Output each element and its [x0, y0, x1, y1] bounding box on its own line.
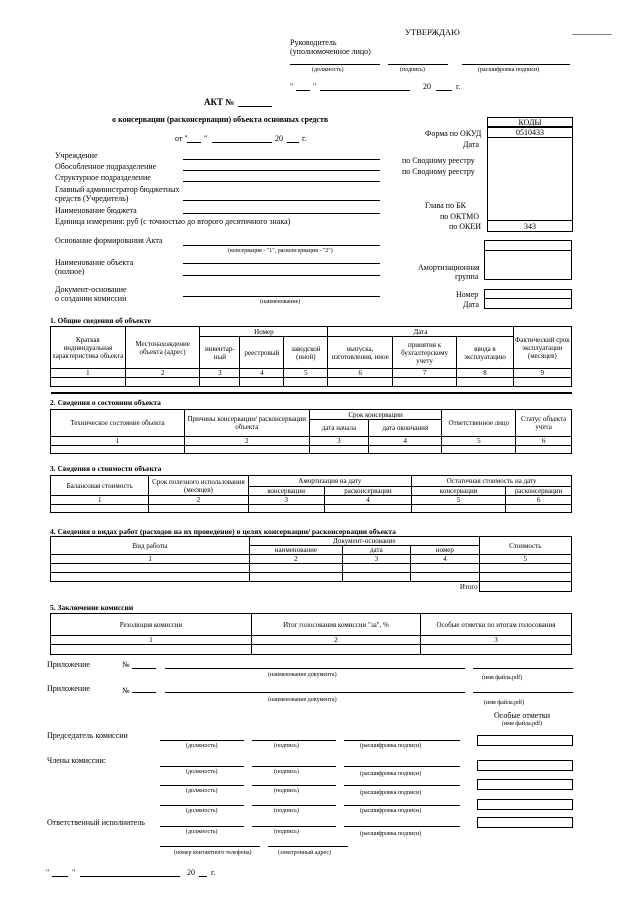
chair-cap-decode: (расшифровка подписи): [360, 743, 422, 749]
data-cell[interactable]: [392, 378, 456, 387]
col-brief: Краткая индивидуальная характеристика объекта: [51, 327, 126, 369]
act-title: АКТ №: [204, 97, 235, 107]
approve-date-open: ": [290, 82, 294, 91]
num-cell: 3: [200, 369, 240, 378]
executor-decode-line[interactable]: [344, 826, 460, 827]
data-cell[interactable]: [457, 378, 513, 387]
col-date: Дата: [328, 327, 513, 337]
section1-title: 1. Общие сведения об объекте: [50, 316, 151, 325]
object-label: Наименование объекта: [55, 258, 134, 267]
member2-box[interactable]: [477, 779, 573, 790]
col-amort: Амортизация на дату: [248, 476, 412, 487]
okei-label: по ОКЕИ: [449, 222, 482, 231]
col-name: наименование: [250, 546, 343, 555]
col-status: Статус объекта учета: [516, 410, 572, 437]
footer-date-open: ": [46, 868, 50, 877]
budget-label: Наименование бюджета: [55, 206, 137, 215]
section4-title: 4. Сведения о видах работ (расходов на их проведение) в целях консервации/ расконсервации объекта: [50, 527, 396, 536]
basis-line[interactable]: [183, 245, 380, 246]
num-cell: 2: [125, 369, 200, 378]
col-inv: инвентар-ный: [200, 337, 240, 369]
data-cell[interactable]: [250, 564, 343, 573]
approve-year-suffix: г.: [456, 82, 461, 91]
table-s4: [50, 536, 572, 592]
decode-line[interactable]: [462, 64, 570, 65]
col-cons2: консервации: [412, 487, 506, 496]
data-cell[interactable]: [250, 573, 343, 582]
num-cell: 4: [369, 437, 442, 446]
attach1-file-cap: (имя файла.pdf): [482, 675, 523, 681]
attach1-doc-line[interactable]: [165, 668, 465, 669]
col-date4: дата: [342, 546, 410, 555]
table-bottom: [51, 387, 572, 393]
data-cell[interactable]: [51, 378, 126, 387]
num-cell: 3: [248, 496, 324, 505]
num-cell: 3: [342, 555, 410, 564]
approve-title: УТВЕРЖДАЮ: [405, 27, 460, 37]
footer-year-suffix: г.: [211, 868, 216, 877]
member3-cap-position: (должность): [186, 808, 218, 814]
member2-cap-position: (должность): [186, 788, 218, 794]
basis-label: Основание формирования Акта: [55, 236, 163, 245]
col-recons2: расконсервации: [506, 487, 572, 496]
col-vote: Итог голосования комиссии "за", %: [252, 614, 421, 636]
data-cell[interactable]: [342, 564, 410, 573]
cap-signature: (подпись): [400, 67, 425, 73]
cap-decode: (расшифровка подписи): [478, 67, 540, 73]
num-cell: 3: [421, 636, 572, 645]
data-cell[interactable]: [421, 645, 572, 655]
institution-label: Учреждение: [55, 151, 98, 160]
member1-box[interactable]: [477, 760, 573, 771]
num-cell: 4: [324, 496, 411, 505]
col-resp: Ответственное лицо: [442, 410, 516, 437]
date-label2: Дата: [463, 300, 479, 309]
chair-decode-line[interactable]: [344, 740, 460, 741]
data-cell[interactable]: [252, 645, 421, 655]
num-cell: 6: [506, 496, 572, 505]
approve-day-line[interactable]: [296, 90, 310, 91]
data-cell[interactable]: [309, 446, 368, 454]
from-label: от ": [175, 134, 188, 143]
amort-label2: группа: [455, 272, 479, 281]
codes-header: [487, 117, 573, 127]
num-cell: 5: [412, 496, 506, 505]
data-cell[interactable]: [284, 378, 328, 387]
chair-label: Председатель комиссии: [47, 731, 128, 740]
table-s3: [50, 475, 572, 513]
data-cell[interactable]: [184, 446, 309, 454]
num-cell: 1: [51, 636, 252, 645]
from-month-line[interactable]: [212, 142, 272, 143]
num-cell: 5: [479, 555, 571, 564]
attach2-no: №: [122, 686, 130, 695]
col-start: дата начала: [309, 420, 368, 437]
email-line[interactable]: [268, 846, 348, 847]
member1-cap-position: (должность): [186, 769, 218, 775]
head-sublabel: (уполномоченное лицо): [290, 47, 371, 56]
attach2-file-line[interactable]: [473, 692, 573, 693]
footer-day-line[interactable]: [52, 876, 68, 877]
division-label: Обособленное подразделение: [55, 162, 157, 171]
basis-hint: (консервация - "1", расконсервация - "2"): [228, 248, 333, 254]
member3-decode-line[interactable]: [344, 805, 460, 806]
phone-cap: (номер контактного телефона): [174, 850, 252, 856]
num-cell: 1: [51, 369, 126, 378]
data-cell[interactable]: [51, 505, 149, 513]
data-cell[interactable]: [328, 378, 392, 387]
amort-label: Амортизационная: [418, 263, 480, 272]
total-cell[interactable]: [479, 582, 571, 592]
num-cell: 1: [51, 437, 185, 446]
section2-title: 2. Сведения о состоянии объекта: [50, 398, 161, 407]
num-cell: 1: [51, 555, 250, 564]
data-cell[interactable]: [479, 564, 571, 573]
col-number4: номер: [411, 546, 480, 555]
attach2-doc-line[interactable]: [165, 692, 465, 693]
signature-line[interactable]: [388, 64, 448, 65]
num-cell: 1: [51, 496, 149, 505]
amort-box[interactable]: [484, 240, 572, 280]
footer-year-line[interactable]: [199, 876, 207, 877]
from-year-line[interactable]: [287, 142, 299, 143]
member2-cap-decode: (расшифровка подписи): [360, 790, 422, 796]
member3-cap-decode: (расшифровка подписи): [360, 808, 422, 814]
attach1-label: Приложение: [47, 660, 90, 669]
okei-value: 343: [524, 222, 536, 231]
data-cell[interactable]: [240, 378, 284, 387]
num-cell: 6: [328, 369, 392, 378]
col-accept: принятия к бухгалтерскому учету: [392, 337, 456, 369]
gabs-line[interactable]: [183, 200, 380, 201]
data-cell[interactable]: [412, 505, 506, 513]
okud-label: Форма по ОКУД: [425, 129, 482, 138]
executor-cap-position: (должность): [186, 829, 218, 835]
footer-year: 20: [187, 868, 195, 877]
struct-line[interactable]: [183, 181, 380, 182]
from-day-line[interactable]: [187, 142, 201, 143]
col-period: Срок консервации: [309, 410, 442, 420]
executor-signature-line[interactable]: [252, 826, 336, 827]
data-cell[interactable]: [51, 645, 252, 655]
num-cell: 9: [513, 369, 571, 378]
member3-box[interactable]: [477, 799, 573, 810]
amort-divider: [484, 250, 572, 251]
footer-month-line[interactable]: [80, 876, 180, 877]
doc-hint: (наименование): [260, 299, 301, 305]
col-factory: заводской (иной): [284, 337, 328, 369]
col-balance: Балансовая стоимость: [51, 476, 149, 496]
col-commission: ввода в эксплуатацию: [457, 337, 513, 369]
special-notes-label: Особые отметки: [494, 711, 550, 720]
member3-signature-line[interactable]: [252, 805, 336, 806]
scan-mark: [572, 34, 612, 35]
col-reasons: Причины консервации/ расконсервации объекта: [184, 410, 309, 437]
member2-position-line[interactable]: [160, 785, 244, 786]
attach2-file-cap: (имя файла.pdf): [484, 700, 525, 706]
col-location: Местонахождение объекта (адрес): [125, 327, 200, 369]
codes-column: [487, 127, 573, 232]
data-cell[interactable]: [51, 573, 250, 582]
unit-label: Единица измерения: руб (с точностью до второго десятичного знака): [55, 217, 291, 226]
member1-cap-signature: (подпись): [274, 769, 299, 775]
oktmo-label: по ОКТМО: [440, 212, 480, 221]
budget-line[interactable]: [183, 213, 380, 214]
section3-title: 3. Сведения о стоимости объекта: [50, 464, 162, 473]
num-cell: 8: [457, 369, 513, 378]
data-cell[interactable]: [411, 564, 480, 573]
data-cell[interactable]: [516, 446, 572, 454]
data-cell[interactable]: [369, 446, 442, 454]
col-cost: Стоимость: [479, 537, 571, 555]
special-notes-file: (имя файла.pdf): [502, 721, 543, 727]
institution-line[interactable]: [183, 159, 380, 160]
num-cell: 2: [149, 496, 248, 505]
approve-year: 20: [423, 82, 431, 91]
svod2-label: по Сводному реестру: [402, 167, 475, 176]
member2-decode-line[interactable]: [344, 785, 460, 786]
member1-decode-line[interactable]: [344, 766, 460, 767]
okud-value: 0510433: [516, 128, 544, 137]
num-cell: 5: [284, 369, 328, 378]
doc-label2: о создании комиссии: [55, 294, 127, 303]
phone-line[interactable]: [160, 846, 260, 847]
svod1-label: по Сводному реестру: [402, 156, 475, 165]
member1-signature-line[interactable]: [252, 766, 336, 767]
col-life: Срок полезного использования (месяцев): [149, 476, 248, 496]
act-number-line[interactable]: [238, 106, 272, 107]
data-cell[interactable]: [324, 505, 411, 513]
attach2-no-line[interactable]: [132, 692, 156, 693]
executor-label: Ответственный исполнитель: [47, 818, 145, 827]
executor-position-line[interactable]: [160, 826, 244, 827]
table-s5: [50, 613, 572, 655]
col-resolution: Резолюция комиссии: [51, 614, 252, 636]
num-cell: 2: [184, 437, 309, 446]
division-line[interactable]: [183, 170, 380, 171]
email-cap: (электронный адрес): [278, 850, 332, 856]
num-cell: 2: [250, 555, 343, 564]
object-line2[interactable]: [183, 275, 380, 276]
member3-cap-signature: (подпись): [274, 808, 299, 814]
data-cell[interactable]: [125, 378, 200, 387]
from-year: 20: [275, 134, 283, 143]
col-end: дата окончания: [369, 420, 442, 437]
col-recons: расконсервации: [324, 487, 411, 496]
table-s2: [50, 409, 572, 454]
attach1-no: №: [122, 660, 130, 669]
col-residual: Остаточная стоимость на дату: [412, 476, 572, 487]
num-cell: 4: [240, 369, 284, 378]
chair-cap-position: (должность): [186, 743, 218, 749]
data-cell[interactable]: [248, 505, 324, 513]
doc-box-divider: [484, 298, 572, 299]
footer-date-close: ": [72, 868, 76, 877]
num-cell: 7: [392, 369, 456, 378]
col-number: Номер: [200, 327, 328, 337]
attach1-no-line[interactable]: [132, 668, 156, 669]
doc-line[interactable]: [183, 296, 380, 297]
col-tech: Техническое состояние объекта: [51, 410, 185, 437]
approve-year-line[interactable]: [436, 90, 452, 91]
gabs-label2: средств (Учредитель): [55, 194, 129, 203]
bk-label: Глава по БК: [425, 201, 466, 210]
head-label: Руководитель: [290, 38, 337, 47]
col-reg: реестровый: [240, 337, 284, 369]
executor-cap-signature: (подпись): [274, 829, 299, 835]
table-s1: [50, 326, 572, 394]
member2-signature-line[interactable]: [252, 785, 336, 786]
col-release: выпуска, изготовления, иное: [328, 337, 392, 369]
chair-box[interactable]: [477, 735, 573, 746]
codes-header-text: КОДЫ: [518, 118, 542, 127]
member3-position-line[interactable]: [160, 805, 244, 806]
object-label2: (полное): [55, 267, 85, 276]
members-label: Члены комиссии:: [47, 756, 106, 765]
data-cell[interactable]: [506, 505, 572, 513]
attach1-doc-cap: (наименование документа): [268, 672, 337, 678]
attach2-label: Приложение: [47, 684, 90, 693]
from-close: ": [204, 134, 208, 143]
attach2-doc-cap: (наименование документа): [268, 697, 337, 703]
member1-cap-decode: (расшифровка подписи): [360, 771, 422, 777]
member2-cap-signature: (подпись): [274, 788, 299, 794]
data-cell[interactable]: [342, 573, 410, 582]
executor-cap-decode: (расшифровка подписи): [360, 831, 422, 837]
col-notes: Особые отметки по итогам голосования: [421, 614, 572, 636]
doc-label: Документ-основание: [55, 285, 127, 294]
total-label: Итого: [51, 582, 480, 592]
data-cell[interactable]: [479, 573, 571, 582]
from-year-suffix: г.: [302, 134, 307, 143]
col-kind: Вид работы: [51, 537, 250, 555]
num-cell: 5: [442, 437, 516, 446]
approve-month-line[interactable]: [320, 90, 410, 91]
attach1-file-line[interactable]: [473, 668, 573, 669]
struct-label: Структурное подразделение: [55, 173, 151, 182]
position-line[interactable]: [290, 64, 380, 65]
date-label: Дата: [463, 140, 479, 149]
section5-title: 5. Заключение комиссии: [50, 603, 134, 612]
data-cell[interactable]: [51, 564, 250, 573]
doc-box[interactable]: [484, 289, 572, 309]
col-actual: Фактический срок эксплуатации (месяцев): [513, 327, 571, 369]
approve-date-close: ": [313, 82, 317, 91]
data-cell[interactable]: [513, 378, 571, 387]
num-cell: 4: [411, 555, 480, 564]
data-cell[interactable]: [149, 505, 248, 513]
data-cell[interactable]: [411, 573, 480, 582]
col-cons: консервации: [248, 487, 324, 496]
chair-position-line[interactable]: [160, 740, 244, 741]
cap-position: (должность): [312, 67, 344, 73]
data-cell[interactable]: [200, 378, 240, 387]
data-cell[interactable]: [51, 446, 185, 454]
num-cell: 2: [252, 636, 421, 645]
chair-signature-line[interactable]: [252, 740, 336, 741]
object-line[interactable]: [183, 263, 380, 264]
num-cell: 6: [516, 437, 572, 446]
codes-divider: [487, 137, 573, 138]
chair-cap-signature: (подпись): [274, 743, 299, 749]
codes-divider: [487, 220, 573, 221]
num-cell: 3: [309, 437, 368, 446]
executor-box[interactable]: [477, 817, 573, 828]
member1-position-line[interactable]: [160, 766, 244, 767]
col-doc: Документ-основание: [250, 537, 479, 546]
gabs-label: Главный администратор бюджетных: [55, 185, 180, 194]
act-subtitle: о консервации (расконсервации) объекта основных средств: [112, 115, 329, 124]
data-cell[interactable]: [442, 446, 516, 454]
number-label: Номер: [456, 290, 479, 299]
